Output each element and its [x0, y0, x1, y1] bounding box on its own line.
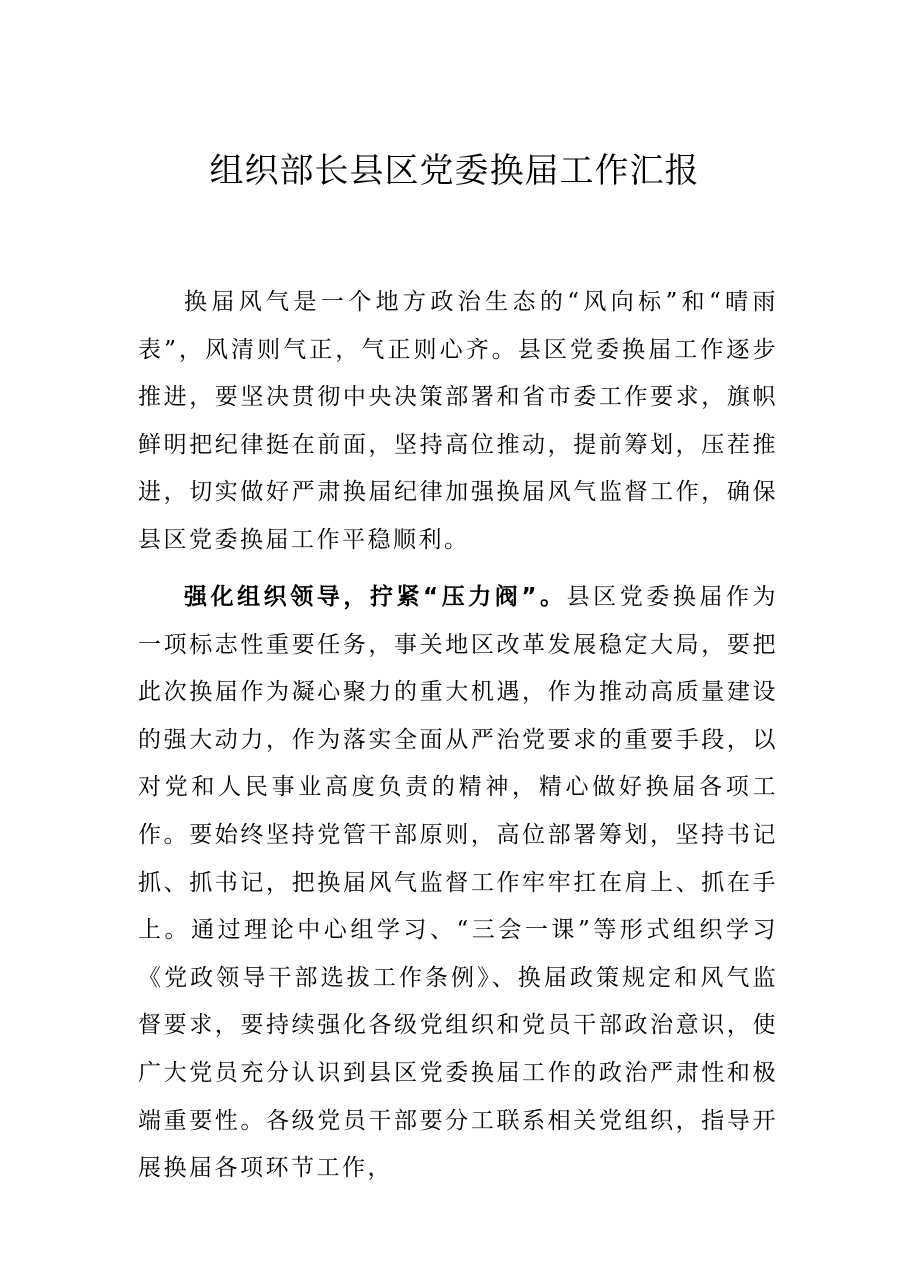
- paragraph-intro: 换届风气是一个地方政治生态的“风向标”和“晴雨表”，风清则气正，气正则心齐。县区党委换届工作逐步推进，要坚决贯彻中央决策部署和省市委工作要求，旗帜鲜明把纪律挺在前面，坚持高位推动，提前筹划，压茬推进，切实做好严肃换届纪律加强换届风气监督工作，确保县区党委换届工作平稳顺利。: [138, 289, 778, 553]
- paragraph-body-text: 县区党委换届作为一项标志性重要任务，事关地区改革发展稳定大局，要把此次换届作为凝心聚力的重大机遇，作为推动高质量建设的强大动力，作为落实全面从严治党要求的重要手段，以对党和人民事业高度负责的精神，精心做好换届各项工作。要始终坚持党管干部原则，高位部署筹划，坚持书记抓、抓书记，把换届风气监督工作牢牢扛在肩上、抓在手上。通过理论中心组学习、“三会一课”等形式组织学习《党政领导干部选拔工作条例》、换届政策规定和风气监督要求，要持续强化各级党组织和党员干部政治意识，使广大党员充分认识到县区党委换届工作的政治严肃性和极端重要性。各级党员干部要分工联系相关党组织，指导开展换届各项环节工作，: [138, 584, 779, 1182]
- document-title: 组织部长县区党委换届工作汇报: [209, 151, 700, 191]
- paragraph-organization-leadership: [138, 574, 778, 1193]
- paragraph-lead-heading: 强化组织领导，拧紧“压力阀”。: [184, 584, 567, 610]
